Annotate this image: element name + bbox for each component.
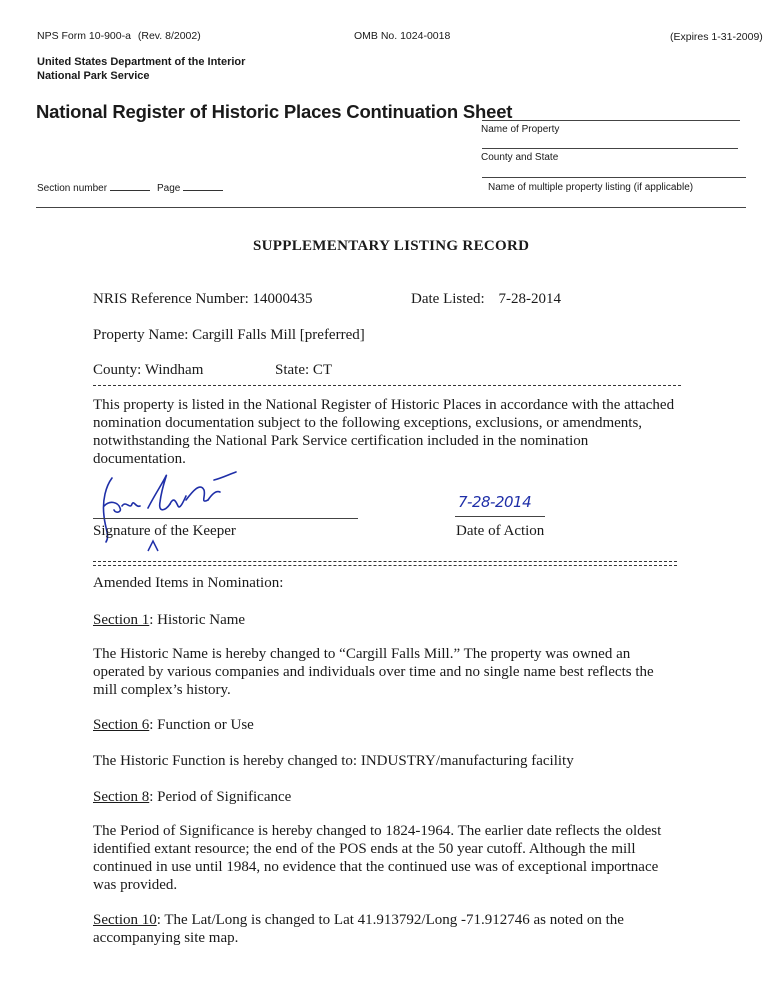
section-number-blank — [110, 180, 150, 191]
section-number-field — [37, 180, 150, 194]
handwritten-date: 7-28-2014 — [458, 493, 532, 511]
state-label: State: — [275, 362, 310, 378]
name-of-property-label: Name of Property — [481, 124, 560, 135]
caret-mark — [145, 535, 161, 555]
header-bottom-rule — [36, 207, 746, 208]
nris-label: NRIS Reference Number: — [93, 291, 249, 307]
signature-line — [93, 518, 358, 519]
page-blank — [183, 180, 223, 191]
county-label: County: — [93, 362, 142, 378]
form-number-text: NPS Form 10-900-a — [37, 30, 131, 42]
section-6-link: Section 6 — [93, 717, 150, 733]
property-name — [93, 326, 365, 344]
property-name-label: Property Name: — [93, 327, 189, 343]
page-title: National Register of Historic Places Continuation Sheet — [36, 101, 513, 122]
property-name-value: Cargill Falls Mill [preferred] — [192, 327, 365, 343]
section-8-topic: : Period of Significance — [149, 789, 292, 805]
nris-reference — [93, 290, 313, 308]
omb-number: OMB No. 1024-0018 — [354, 30, 451, 42]
section-8-link: Section 8 — [93, 789, 150, 805]
expiration-date: (Expires 1-31-2009) — [670, 31, 763, 43]
county-state-line — [482, 148, 738, 149]
amendment-text-section-6: The Historic Function is hereby changed to: INDUSTRY/manufacturing facility — [93, 753, 574, 769]
nris-value: 14000435 — [252, 291, 313, 307]
form-revision: (Rev. 8/2002) — [137, 30, 201, 42]
section-number-label: Section number — [37, 183, 108, 194]
date-listed — [411, 290, 561, 308]
date-of-action-line — [455, 516, 545, 517]
page-label: Page — [157, 183, 181, 194]
section-10-link: Section 10 — [93, 912, 157, 928]
listing-statement: This property is listed in the National Register of Historic Places in accordance with the attached nomination documentation subject to the following exceptions, exclusions, or amendments, notwithstanding the National Park Service certification included in the nomination documentation. — [93, 397, 675, 467]
amendment-section-10 — [93, 911, 673, 947]
department-name: United States Department of the Interior — [37, 56, 246, 68]
agency-name: National Park Service — [37, 70, 150, 82]
form-number — [37, 30, 201, 42]
signature-label-end: gnature of the Keeper — [105, 523, 236, 539]
state-value: CT — [312, 362, 333, 378]
signature-label-start: Si — [93, 523, 106, 539]
date-of-action-label: Date of Action — [456, 523, 545, 539]
amendments-intro: Amended Items in Nomination: — [93, 575, 284, 591]
double-dashed-divider — [93, 561, 677, 566]
county — [93, 361, 203, 379]
record-heading: SUPPLEMENTARY LISTING RECORD — [253, 238, 530, 254]
state — [275, 361, 332, 379]
page-field — [157, 180, 223, 194]
section-1-link: Section 1 — [93, 612, 150, 628]
amendment-text-section-8: The Period of Significance is hereby changed to 1824-1964. The earlier date reflects the oldest identified extant resource; the end of the POS ends at the 50 year cutoff. Although the mill continued in use until 1984, no evidence that the continued use was of exceptional importnace was provided. — [93, 823, 662, 893]
date-listed-value: 7-28-2014 — [498, 291, 561, 307]
date-listed-label: Date Listed: — [411, 291, 485, 307]
multiple-listing-line — [482, 177, 746, 178]
section-10-text: : The Lat/Long is changed to Lat 41.913792/Long -71.912746 as noted on the accompanying site map. — [93, 912, 624, 946]
amendment-heading-section-8 — [93, 788, 291, 806]
section-6-topic: : Function or Use — [149, 717, 254, 733]
name-of-property-line — [482, 120, 740, 121]
amendment-heading-section-1 — [93, 611, 245, 629]
signature-label — [93, 522, 236, 540]
section-1-topic: : Historic Name — [149, 612, 246, 628]
dashed-divider — [93, 385, 681, 390]
multiple-listing-label: Name of multiple property listing (if applicable) — [488, 182, 694, 193]
amendment-heading-section-6 — [93, 716, 254, 734]
county-value: Windham — [144, 362, 204, 378]
amendment-text-section-1: The Historic Name is hereby changed to “Cargill Falls Mill.” The property was owned an operated by various companies and individuals over time and no single name best reflects the mill complex’s history. — [93, 646, 654, 698]
county-state-label: County and State — [481, 152, 559, 163]
